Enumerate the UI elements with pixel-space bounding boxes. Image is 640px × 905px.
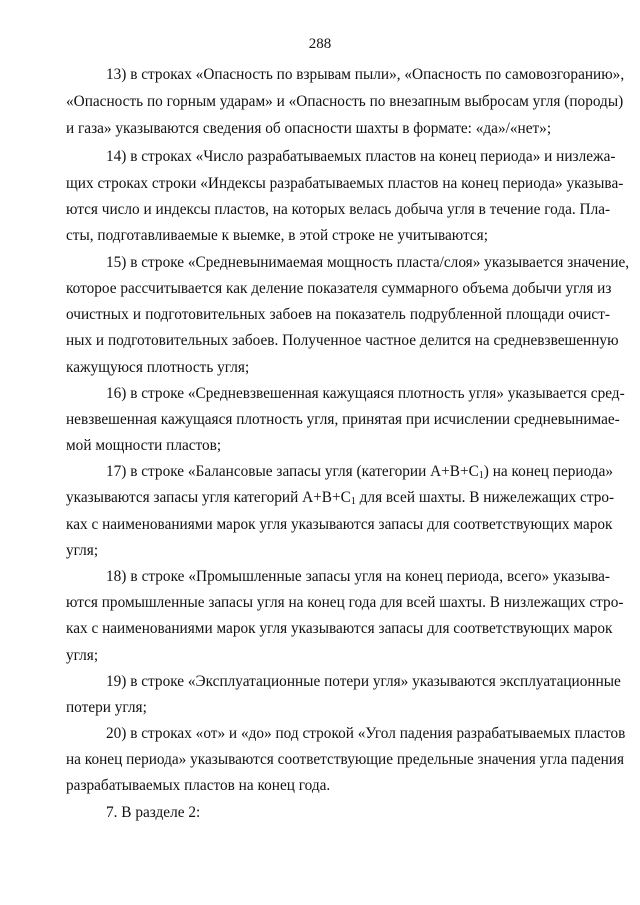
text-line: щих строках строки «Индексы разрабатываемых пластов на конец периода» указыва- [66,175,624,192]
text-line: ются число и индексы пластов, на которых велась добыча угля в течение года. Пла- [66,201,611,218]
text-line: 15) в строке «Средневынимаемая мощность пласта/слоя» указывается значение, [106,254,630,271]
section-heading: 7. В разделе 2: [106,804,201,821]
text-line [66,489,615,507]
text-line: угля; [66,542,99,559]
text-line: 13) в строках «Опасность по взрывам пыли», «Опасность по самовозгоранию», [106,66,625,83]
text-run: для всей шахты. В нижележащих стро- [355,489,615,506]
text-line: потери угля; [66,699,147,716]
text-line: «Опасность по горным ударам» и «Опасность по внезапным выбросам угля (породы) [66,93,624,110]
text-line: мой мощности пластов; [66,437,222,454]
subscript: 1 [350,496,356,507]
text-line: 16) в строке «Средневзвешенная кажущаяся плотность угля» указывается сред- [106,385,625,402]
text-run: указываются запасы угля категорий А+В+С [66,489,351,506]
text-line: и газа» указываются сведения об опасности шахты в формате: «да»/«нет»; [66,120,552,137]
text-line: 18) в строке «Промышленные запасы угля на конец периода, всего» указыва- [106,568,610,585]
subscript: 1 [478,470,484,481]
text-line: ках с наименованиями марок угля указываются запасы для соответствующих марок [66,516,613,533]
text-line: кажущуюся плотность угля; [66,359,250,376]
text-line [66,463,614,481]
text-line: невзвешенная кажущаяся плотность угля, принятая при исчислении средневынимае- [66,411,620,428]
text-line: ных и подготовительных забоев. Полученное частное делится на средневзвешенную [66,332,619,349]
text-line: на конец периода» указываются соответствующие предельные значения угла падения [66,751,625,768]
text-line: ках с наименованиями марок угля указываются запасы для соответствующих марок [66,620,613,637]
text-line: угля; [66,647,99,664]
text-line: ются промышленные запасы угля на конец года для всей шахты. В низлежащих стро- [66,594,624,611]
text-run: ) на конец периода» [483,463,614,480]
text-line: очистных и подготовительных забоев на показатель подрубленной площади очист- [66,306,610,323]
text-run: 17) в строке «Балансовые запасы угля (категории А+В+С [106,463,479,480]
page-number: 288 [308,36,332,52]
text-line: разрабатываемых пластов на конец года. [66,777,331,794]
text-line: 14) в строках «Число разрабатываемых пластов на конец периода» и низлежа- [106,148,616,165]
text-line: 20) в строках «от» и «до» под строкой «Угол падения разрабатываемых пластов [106,725,626,742]
text-line: 19) в строке «Эксплуатационные потери угля» указываются эксплуатационные [106,673,621,690]
text-line: сты, подготавливаемые к выемке, в этой строке не учитываются; [66,227,488,244]
text-line: которое рассчитывается как деление показателя суммарного объема добычи угля из [66,280,612,297]
